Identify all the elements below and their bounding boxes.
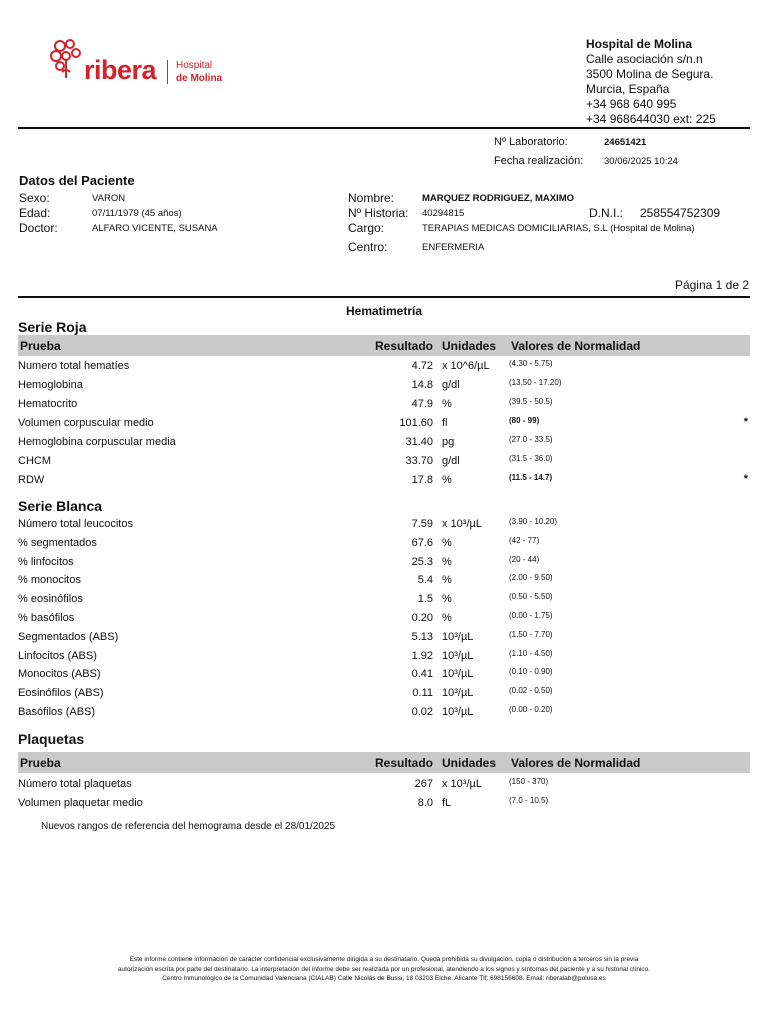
logo-brand-text: ribera bbox=[84, 55, 157, 85]
cargo-value: TERAPIAS MEDICAS DOMICILIARIAS, S.L (Hospital de Molina) bbox=[422, 223, 695, 234]
test-name: % linfocitos bbox=[18, 555, 74, 568]
result-value: 14.8 bbox=[411, 379, 433, 391]
col-prueba: Prueba bbox=[20, 756, 61, 770]
ribera-flower-icon bbox=[48, 38, 86, 82]
date-value: 30/06/2025 10:24 bbox=[604, 156, 678, 167]
unit-value: x 10³/µL bbox=[442, 518, 482, 530]
unit-value: 10³/µL bbox=[442, 706, 474, 718]
historia-label: Nº Historia: bbox=[348, 206, 409, 220]
table-row bbox=[18, 795, 750, 813]
table-row bbox=[18, 377, 750, 395]
result-value: 0.20 bbox=[411, 612, 433, 624]
dni-value: 258554752309 bbox=[640, 206, 721, 220]
reference-range: (3.90 - 10.20) bbox=[509, 517, 558, 526]
reference-note: Nuevos rangos de referencia del hemograma desde el 28/01/2025 bbox=[41, 821, 336, 832]
unit-value: % bbox=[442, 612, 452, 624]
hospital-address bbox=[586, 37, 716, 127]
table-header bbox=[18, 752, 750, 773]
result-value: 0.02 bbox=[411, 706, 433, 718]
col-valores: Valores de Normalidad bbox=[511, 339, 641, 353]
table-row bbox=[18, 358, 750, 376]
unit-value: 10³/µL bbox=[442, 649, 474, 662]
result-value: 47.9 bbox=[411, 398, 433, 410]
reference-range: (80 - 99) bbox=[509, 416, 540, 425]
table-row bbox=[18, 704, 750, 722]
table-row bbox=[18, 572, 750, 590]
reference-range: (0.02 - 0.50) bbox=[509, 686, 553, 696]
nombre-label: Nombre: bbox=[348, 191, 395, 205]
table-row bbox=[18, 666, 750, 684]
unit-value: pg bbox=[442, 436, 455, 448]
col-resultado: Resultado bbox=[375, 339, 434, 353]
table-row bbox=[18, 554, 750, 572]
result-value: 5.13 bbox=[411, 630, 433, 643]
reference-range: (0.10 - 0.90) bbox=[509, 667, 553, 677]
reference-range: (20 - 44) bbox=[509, 554, 540, 564]
edad-value: 07/11/1979 (45 años) bbox=[92, 208, 182, 219]
test-name: Monocitos (ABS) bbox=[18, 668, 101, 681]
unit-value: g/dl bbox=[442, 379, 460, 391]
result-value: 25.3 bbox=[411, 555, 433, 568]
test-name: CHCM bbox=[18, 455, 51, 467]
unit-value: % bbox=[442, 574, 452, 587]
lab-number-label: Nº Laboratorio: bbox=[494, 136, 568, 148]
test-name: Segmentados (ABS) bbox=[18, 630, 119, 643]
report-title: Hematimetría bbox=[345, 304, 423, 318]
result-value: 31.40 bbox=[405, 436, 433, 448]
serie-roja-title: Serie Roja bbox=[18, 319, 87, 335]
test-name: Eosinófilos (ABS) bbox=[18, 687, 104, 700]
col-valores: Valores de Normalidad bbox=[511, 756, 641, 770]
result-value: 101.60 bbox=[399, 417, 433, 429]
footer-line: Este informe contiene información de carácter confidencial exclusivamente dirigida a su destinatario. Queda prohibida su divulgación, copia o distribución a terceros sin la previa bbox=[129, 956, 639, 963]
table-row bbox=[18, 535, 750, 553]
page-indicator: Página 1 de 2 bbox=[674, 278, 749, 292]
table-row bbox=[18, 516, 750, 534]
out-of-range-flag: * bbox=[743, 416, 748, 428]
unit-value: x 10³/µL bbox=[442, 778, 482, 790]
result-value: 267 bbox=[414, 778, 433, 790]
col-unidades: Unidades bbox=[442, 339, 497, 353]
table-row bbox=[18, 685, 750, 703]
test-name: Hemoglobina corpuscular media bbox=[18, 436, 176, 448]
reference-range: (2.00 - 9.50) bbox=[509, 573, 553, 583]
reference-range: (7.0 - 10.5) bbox=[509, 795, 549, 805]
doctor-value: ALFARO VICENTE, SUSANA bbox=[92, 223, 218, 234]
doctor-label: Doctor: bbox=[19, 221, 58, 235]
reference-range: (150 - 370) bbox=[509, 777, 549, 786]
header-rule bbox=[18, 127, 750, 129]
logo-sub2: de Molina bbox=[176, 73, 223, 84]
table-row bbox=[18, 415, 750, 433]
historia-value: 40294815 bbox=[422, 208, 465, 219]
table-row bbox=[18, 453, 750, 471]
test-name: Hematocrito bbox=[18, 398, 78, 410]
unit-value: % bbox=[442, 555, 452, 568]
result-value: 5.4 bbox=[417, 574, 433, 587]
footer-line: autorización escrita por parte del destinatario. La interpretación del informe debe ser realizada por un profesional, atendiendo a los signos y síntomas del paciente y a su historial clínico. bbox=[117, 965, 651, 973]
address-line: 3500 Molina de Segura. bbox=[586, 67, 714, 81]
table-row bbox=[18, 629, 750, 647]
result-value: 17.8 bbox=[411, 474, 433, 486]
result-value: 4.72 bbox=[411, 360, 433, 372]
address-line: Murcia, España bbox=[586, 82, 670, 96]
reference-range: (1.50 - 7.70) bbox=[509, 629, 553, 639]
table-row bbox=[18, 434, 750, 452]
test-name: Linfocitos (ABS) bbox=[18, 649, 97, 662]
table-row bbox=[18, 472, 750, 490]
reference-range: (1.10 - 4.50) bbox=[509, 648, 553, 658]
test-name: Numero total hematíes bbox=[18, 360, 130, 372]
result-value: 7.59 bbox=[411, 518, 433, 530]
test-name: RDW bbox=[18, 474, 45, 486]
hospital-name: Hospital de Molina bbox=[586, 37, 693, 51]
test-name: % monocitos bbox=[18, 574, 81, 587]
unit-value: 10³/µL bbox=[442, 630, 474, 643]
result-value: 8.0 bbox=[417, 796, 433, 809]
unit-value: % bbox=[442, 536, 452, 549]
col-resultado: Resultado bbox=[375, 756, 434, 770]
table-row bbox=[18, 396, 750, 414]
result-value: 67.6 bbox=[411, 536, 433, 549]
unit-value: g/dl bbox=[442, 455, 460, 467]
lab-number-value: 24651421 bbox=[604, 137, 647, 148]
section-rule bbox=[18, 296, 750, 298]
unit-value: fL bbox=[442, 796, 452, 809]
reference-range: (0.00 - 0.20) bbox=[509, 705, 553, 714]
logo-divider bbox=[167, 60, 168, 84]
col-unidades: Unidades bbox=[442, 756, 497, 770]
footer-disclaimer bbox=[0, 955, 768, 984]
reference-range: (0.50 - 5.50) bbox=[509, 592, 553, 602]
logo-sub1: Hospital bbox=[176, 60, 213, 71]
reference-range: (42 - 77) bbox=[509, 535, 540, 545]
phone-line: +34 968644030 ext: 225 bbox=[586, 112, 716, 126]
address-line: Calle asociación s/n.n bbox=[586, 52, 703, 66]
serie-blanca-title: Serie Blanca bbox=[18, 498, 103, 514]
table-row bbox=[18, 610, 750, 628]
table-row bbox=[18, 776, 750, 794]
centro-value: ENFERMERIA bbox=[422, 242, 485, 253]
footer-line: Centro Inmunológico de la Comunidad Valenciana (CIALAB) Calle Nicolás de Bussi, 18 03203 Elche, Alicante Tlf: 698156608. Email: riberalab@polusa.es bbox=[162, 975, 606, 982]
cargo-label: Cargo: bbox=[348, 221, 385, 235]
dni-label: D.N.I.: bbox=[589, 206, 624, 220]
phone-line: +34 968 640 995 bbox=[586, 97, 677, 111]
test-name: % segmentados bbox=[18, 536, 97, 549]
logo bbox=[48, 38, 238, 88]
test-name: Volumen corpuscular medio bbox=[18, 417, 154, 429]
unit-value: 10³/µL bbox=[442, 687, 474, 700]
result-value: 0.41 bbox=[411, 668, 433, 681]
unit-value: 10³/µL bbox=[442, 668, 474, 681]
sexo-value: VARON bbox=[92, 193, 126, 204]
unit-value: x 10^6/µL bbox=[442, 360, 490, 372]
test-name: Número total leucocitos bbox=[18, 518, 133, 530]
unit-value: % bbox=[442, 474, 452, 486]
result-value: 0.11 bbox=[412, 687, 433, 700]
reference-range: (11.5 - 14.7) bbox=[509, 473, 553, 482]
reference-range: (13.50 - 17.20) bbox=[509, 378, 562, 387]
result-value: 1.92 bbox=[411, 649, 433, 662]
test-name: Basófilos (ABS) bbox=[18, 706, 96, 718]
nombre-value: MARQUEZ RODRIGUEZ, MAXIMO bbox=[422, 193, 574, 204]
unit-value: % bbox=[442, 398, 452, 410]
date-label: Fecha realización: bbox=[494, 155, 584, 167]
out-of-range-flag: * bbox=[743, 473, 748, 485]
result-value: 1.5 bbox=[417, 593, 433, 606]
centro-label: Centro: bbox=[348, 240, 388, 254]
table-row bbox=[18, 648, 750, 666]
reference-range: (39.5 - 50.5) bbox=[509, 397, 553, 406]
reference-range: (27.0 - 33.5) bbox=[509, 435, 553, 444]
table-header bbox=[18, 335, 750, 356]
patient-title: Datos del Paciente bbox=[19, 173, 135, 188]
reference-range: (31.5 - 36.0) bbox=[509, 454, 553, 463]
unit-value: fl bbox=[442, 417, 448, 429]
col-prueba: Prueba bbox=[20, 339, 61, 353]
result-value: 33.70 bbox=[405, 455, 433, 467]
plaquetas-title: Plaquetas bbox=[18, 731, 85, 747]
unit-value: % bbox=[442, 593, 452, 606]
edad-label: Edad: bbox=[19, 206, 51, 220]
test-name: Volumen plaquetar medio bbox=[18, 796, 143, 809]
test-name: Hemoglobina bbox=[18, 379, 83, 391]
table-row bbox=[18, 591, 750, 609]
test-name: Número total plaquetas bbox=[18, 778, 132, 790]
test-name: % eosinófilos bbox=[18, 593, 83, 606]
test-name: % basófilos bbox=[18, 612, 75, 624]
sexo-label: Sexo: bbox=[19, 191, 50, 205]
reference-range: (0.00 - 1.75) bbox=[509, 611, 553, 620]
reference-range: (4.30 - 5.75) bbox=[509, 359, 553, 368]
